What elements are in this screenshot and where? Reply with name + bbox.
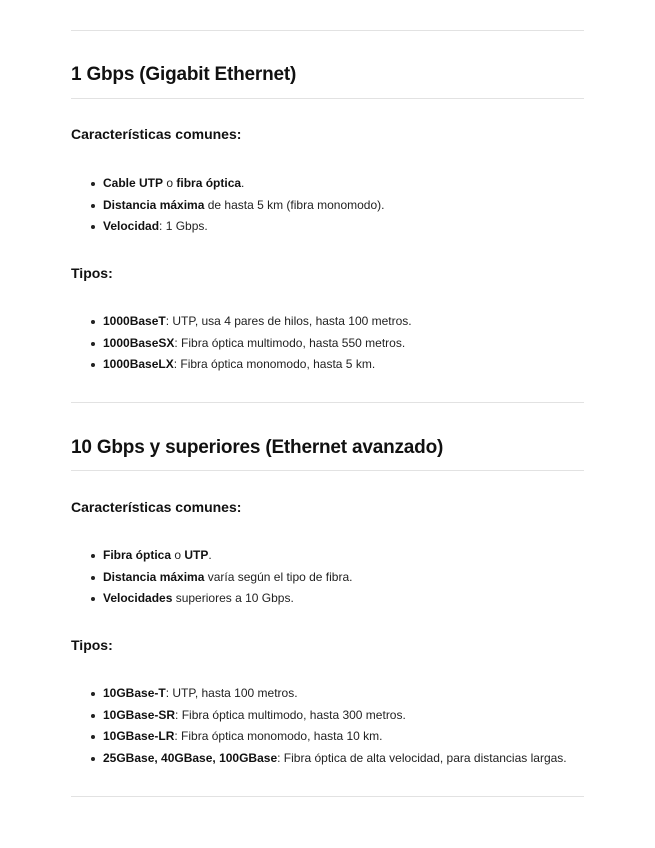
item-text: o <box>163 176 177 190</box>
list-item <box>71 173 584 195</box>
bold-term: 1000BaseSX <box>103 335 175 350</box>
types-heading: Tipos: <box>71 637 113 653</box>
bullet-icon <box>91 182 95 186</box>
features-list <box>71 545 584 610</box>
divider-top <box>71 30 584 31</box>
features-list <box>71 173 584 238</box>
item-text: : UTP, hasta 100 metros. <box>165 686 298 700</box>
list-item <box>71 683 584 705</box>
item-text: varía según el tipo de fibra. <box>204 569 353 584</box>
list-item <box>71 588 584 610</box>
list-item <box>71 354 584 376</box>
bullet-icon <box>91 342 95 346</box>
divider-bottom <box>71 796 584 797</box>
item-text: : Fibra óptica multimodo, hasta 300 metros. <box>175 707 406 722</box>
section-title-underline <box>71 470 584 471</box>
item-text: . <box>208 548 212 562</box>
bold-term: Distancia máxima <box>103 197 205 212</box>
bold-term: 25GBase, 40GBase, 100GBase <box>103 750 278 765</box>
bullet-icon <box>91 714 95 718</box>
bold-term: 1000BaseLX <box>103 357 174 371</box>
bullet-icon <box>91 320 95 324</box>
item-text: o <box>171 548 185 562</box>
features-heading: Características comunes: <box>71 499 242 515</box>
bold-term: Distancia máxima <box>103 569 205 584</box>
list-item <box>71 545 584 567</box>
list-item <box>71 333 584 355</box>
bullet-icon <box>91 225 95 229</box>
bold-term: Velocidad <box>103 219 160 233</box>
bullet-icon <box>91 757 95 761</box>
types-heading: Tipos: <box>71 265 113 281</box>
bullet-icon <box>91 204 95 208</box>
bullet-icon <box>91 597 95 601</box>
features-heading: Características comunes: <box>71 126 242 142</box>
list-item <box>71 705 584 727</box>
list-item <box>71 726 584 748</box>
section-title-underline <box>71 98 584 99</box>
bullet-icon <box>91 735 95 739</box>
list-item <box>71 216 584 238</box>
item-text: : Fibra óptica de alta velocidad, para distancias largas. <box>277 750 567 765</box>
bullet-icon <box>91 576 95 580</box>
bullet-icon <box>91 692 95 696</box>
bold-term: fibra óptica <box>176 176 242 190</box>
item-text: superiores a 10 Gbps. <box>172 591 294 605</box>
item-text: : Fibra óptica monomodo, hasta 5 km. <box>173 357 376 371</box>
list-item <box>71 195 584 217</box>
section-title-gigabit: 1 Gbps (Gigabit Ethernet) <box>71 64 297 85</box>
bold-term: Cable UTP <box>103 176 164 190</box>
section-title-10g: 10 Gbps y superiores (Ethernet avanzado) <box>71 437 444 458</box>
item-text: : Fibra óptica monomodo, hasta 10 km. <box>174 729 383 743</box>
bold-term: UTP <box>184 548 209 562</box>
bold-term: Fibra óptica <box>103 548 172 562</box>
item-text: : UTP, usa 4 pares de hilos, hasta 100 metros. <box>165 314 412 328</box>
list-item <box>71 311 584 333</box>
divider-middle <box>71 402 584 403</box>
types-list <box>71 683 584 769</box>
bold-term: 10GBase-T <box>103 686 166 700</box>
bold-term: Velocidades <box>103 591 173 605</box>
bullet-icon <box>91 554 95 558</box>
item-text: . <box>241 176 245 190</box>
item-text: : Fibra óptica multimodo, hasta 550 metros. <box>174 335 406 350</box>
item-text: de hasta 5 km (fibra monomodo). <box>204 197 385 212</box>
types-list <box>71 311 584 376</box>
bullet-icon <box>91 363 95 367</box>
list-item <box>71 748 584 770</box>
item-text: : 1 Gbps. <box>159 219 208 233</box>
bold-term: 10GBase-LR <box>103 729 175 743</box>
list-item <box>71 567 584 589</box>
bold-term: 10GBase-SR <box>103 707 176 722</box>
bold-term: 1000BaseT <box>103 314 166 328</box>
